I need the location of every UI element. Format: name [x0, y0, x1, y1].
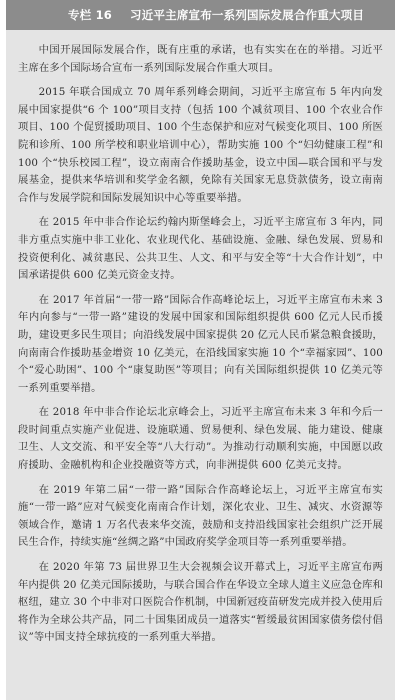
paragraph-2020-wha: 在 2020 年第 73 届世界卫生大会视频会议开幕式上，习近平主席宣布两年内提供 20 亿美元国际援助，与联合国合作在华设立全球人道主义应急仓库和枢纽，建立 30 个中非对口医院合作机制，中国新冠疫苗研发完成并投入使用后将作为全球公共产品，同二十国集团成员一道落实“暂缓最贫困国家债务偿付倡议”等中国支持全球抗疫的一系列重大举措。: [18, 561, 383, 644]
feature-box: [6, 0, 395, 700]
box-label: 专栏 16: [68, 8, 113, 22]
box-content: [6, 30, 395, 647]
paragraph-intro: 中国开展国际发展合作，既有庄重的承诺，也有实实在在的举措。习近平主席在多个国际场合宣布一系列国际发展合作重大项目。: [18, 44, 383, 74]
paragraph-2015-focac: 在 2015 年中非合作论坛约翰内斯堡峰会上，习近平主席宣布 3 年内，同非方重点实施中非工业化、农业现代化、基础设施、金融、绿色发展、贸易和投资便利化、减贫惠民、公共卫生、人文、和平与安全等“十大合作计划”，中国承诺提供 600 亿美元资金支持。: [18, 216, 383, 282]
box-title-bar: [6, 0, 395, 30]
paragraph-2018-focac: 在 2018 年中非合作论坛北京峰会上，习近平主席宣布未来 3 年和今后一段时间重点实施产业促进、设施联通、贸易便利、绿色发展、能力建设、健康卫生、人文交流、和平安全等“八大行动”。为推动行动顺利实施，中国愿以政府援助、金融机构和企业投融资等方式，向非洲提供 600 亿美元支持。: [18, 406, 383, 472]
box-title: 习近平主席宣布一系列国际发展合作重大项目: [130, 8, 365, 22]
paragraph-2015-un: 2015 年联合国成立 70 周年系列峰会期间，习近平主席宣布 5 年内向发展中国家提供“6 个 100”项目支持（包括 100 个减贫项目、100 个农业合作项目、100 个促贸援助项目、100 个生态保护和应对气候变化项目、100 所医院和诊所、100 所学校和职业培训中心），帮助实施 100 个“妇幼健康工程”和 100 个“快乐校园工程”，设立南南合作援助基金，设立中国—联合国和平与发展基金，提供来华培训和奖学金名额，免除有关国家无息贷款债务，设立南南合作与发展学院和国际发展知识中心等重要举措。: [18, 86, 383, 204]
paragraph-2017-bri: 在 2017 年首届“一带一路”国际合作高峰论坛上，习近平主席宣布未来 3 年内向参与“一带一路”建设的发展中国家和国际组织提供 600 亿元人民币援助，建设更多民生项目；向沿线发展中国家提供 20 亿元人民币紧急粮食援助，向南南合作援助基金增资 10 亿美元，在沿线国家实施 10 个“幸福家园”、100 个“爱心助困”、100 个“康复助医”等项目；向有关国际组织提供 10 亿美元等一系列重要举措。: [18, 293, 383, 394]
paragraph-2019-bri: 在 2019 年第二届“一带一路”国际合作高峰论坛上，习近平主席宣布实施“一带一路”应对气候变化南南合作计划，深化农业、卫生、减灾、水资源等领域合作，邀请 1 万名代表来华交流，鼓励和支持沿线国家社会组织广泛开展民生合作，持续实施“丝绸之路”中国政府奖学金项目等一系列重要举措。: [18, 483, 383, 549]
